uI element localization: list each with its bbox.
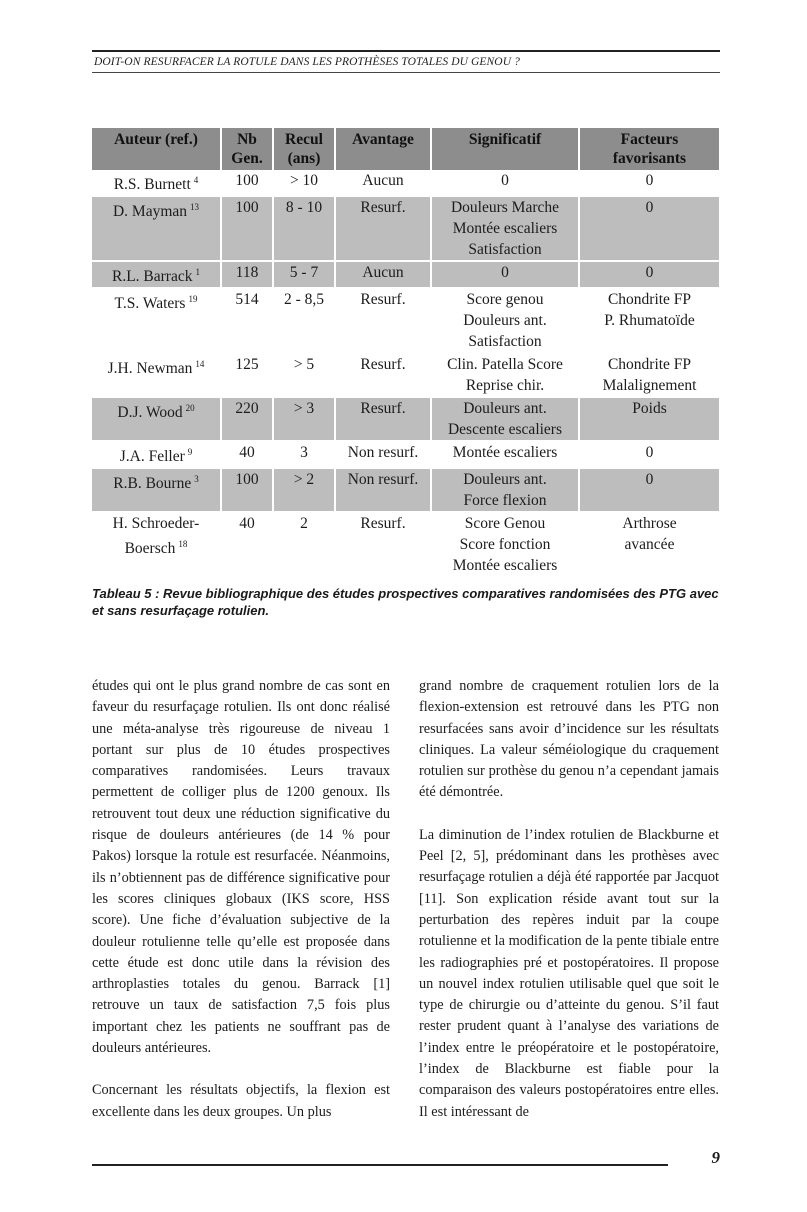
header-rule-bottom — [92, 72, 720, 73]
reference-number: 4 — [193, 175, 199, 185]
page-footer — [92, 1148, 720, 1184]
table-row — [92, 441, 719, 468]
cell-recul: > 5 — [273, 353, 335, 397]
table-header-row — [92, 128, 719, 170]
cell-nb: 100 — [221, 170, 273, 196]
cell-avantage: Resurf. — [335, 397, 431, 441]
cell-avantage: Resurf. — [335, 196, 431, 261]
cell-author: T.S. Waters $^{19}$ — [92, 288, 221, 353]
cell-nb: 220 — [221, 397, 273, 441]
cell-nb: 100 — [221, 468, 273, 512]
cell-recul: 3 — [273, 441, 335, 468]
cell-facteurs: Poids — [579, 397, 719, 441]
cell-significatif: 0 — [431, 261, 579, 288]
cell-facteurs: Arthrose avancée — [579, 512, 719, 577]
cell-author: R.S. Burnett $^4$ — [92, 170, 221, 196]
cell-recul: 5 - 7 — [273, 261, 335, 288]
paragraph: Concernant les résultats objectifs, la flexion est excellente dans les deux groupes. Un plus — [92, 1082, 390, 1120]
cell-recul: > 10 — [273, 170, 335, 196]
cell-recul: 2 — [273, 512, 335, 577]
cell-significatif: Douleurs ant. Force flexion — [431, 468, 579, 512]
footer-rule — [92, 1164, 668, 1166]
cell-facteurs: Chondrite FP P. Rhumatoïde — [579, 288, 719, 353]
cell-avantage: Resurf. — [335, 353, 431, 397]
cell-significatif: Score genou Douleurs ant. Satisfaction — [431, 288, 579, 353]
cell-avantage: Non resurf. — [335, 468, 431, 512]
cell-nb: 100 — [221, 196, 273, 261]
cell-significatif: 0 — [431, 170, 579, 196]
reference-number: 18 — [178, 539, 188, 550]
cell-facteurs: 0 — [579, 441, 719, 468]
cell-nb: 118 — [221, 261, 273, 288]
cell-significatif: Montée escaliers — [431, 441, 579, 468]
running-header — [92, 50, 720, 73]
table-row — [92, 288, 719, 353]
column-header: Facteurs favorisants — [579, 128, 719, 170]
column-header: Avantage — [335, 128, 431, 170]
paragraph: La diminution de l’index rotulien de Blackburne et Peel [2, 5], prédominant dans les prothèses avec resurfaçage rotulien a déjà été rapportée par Jacquot [11]. Son explication réside avant tout sur la perturbation des repères induit par la coupe rotulienne et la modification de la pente tibiale entre les radiographies pré et postopératoires. Il propose un nouvel index rotulien utilisable quel que soit le type de chirurgie ou d’atteinte du genou. S’il faut rester prudent quant à l’analyse des variations de l’index entre le préopératoire et le postopératoire, l’index de Blackburne est fiable pour la comparaison des valeurs postopératoires entre elles. Il est intéressant de — [419, 826, 719, 1120]
table-row — [92, 512, 719, 577]
cell-nb: 40 — [221, 512, 273, 577]
column-header: Significatif — [431, 128, 579, 170]
cell-nb: 40 — [221, 441, 273, 468]
cell-avantage: Non resurf. — [335, 441, 431, 468]
cell-significatif: Douleurs ant. Descente escaliers — [431, 397, 579, 441]
cell-avantage: Resurf. — [335, 512, 431, 577]
table-row — [92, 196, 719, 261]
cell-facteurs: 0 — [579, 261, 719, 288]
table-row — [92, 261, 719, 288]
text-column-left — [92, 676, 390, 1144]
bibliography-table — [92, 128, 719, 578]
table-row — [92, 397, 719, 441]
cell-nb: 125 — [221, 353, 273, 397]
cell-avantage: Aucun — [335, 261, 431, 288]
paragraph: études qui ont le plus grand nombre de cas sont en faveur du resurfaçage rotulien. Ils ont donc réalisé une méta-analyse très rigoureuse de niveau 1 portant sur plus de 10 études prospectives comparatives randomisées. Leurs travaux permettent de colliger plus de 1200 genoux. Ils retrouvent tout deux une réduction significative du risque de douleurs antérieures (de 14 % pour Pakos) lorsque la rotule est resurfacée. Néanmoins, ils n’obtiennent pas de différence significative pour les scores cliniques globaux (IKS score, HSS score). Une fiche d’évaluation subjective de la douleur rotulienne telle qu’elle est proposée dans cette étude est donc utile dans la révision des arthroplasties totales du genou. Barrack [1] retrouve un taux de satisfaction 7,5 fois plus important chez les patients ne souffrant pas de douleurs antérieures. — [92, 678, 390, 1057]
cell-recul: 8 - 10 — [273, 196, 335, 261]
cell-significatif: Clin. Patella Score Reprise chir. — [431, 353, 579, 397]
paragraph: grand nombre de craquement rotulien lors de la flexion-extension est retrouvé dans les PTG non resurfacées sans avoir d’incidence sur les résultats cliniques. La valeur séméiologique du craquement rotulien sur prothèse du genou n’a cependant jamais été démontrée. — [419, 678, 719, 801]
cell-significatif: Score Genou Score fonction Montée escaliers — [431, 512, 579, 577]
cell-author: R.L. Barrack $^1$ — [92, 261, 221, 288]
reference-number: 19 — [188, 294, 198, 305]
cell-author: R.B. Bourne $^3$ — [92, 468, 221, 512]
reference-number: 14 — [195, 359, 205, 370]
cell-recul: > 3 — [273, 397, 335, 441]
cell-avantage: Resurf. — [335, 288, 431, 353]
table-caption: Tableau 5 : Revue bibliographique des études prospectives comparatives randomisées des PTG avec et sans resurfaçage rotulien. — [92, 586, 719, 618]
cell-author: J.H. Newman $^{14}$ — [92, 353, 221, 397]
cell-recul: > 2 — [273, 468, 335, 512]
page-number: 9 — [711, 1148, 720, 1167]
cell-facteurs: Chondrite FP Malalignement — [579, 353, 719, 397]
cell-author: D.J. Wood $^{20}$ — [92, 397, 221, 441]
cell-author: J.A. Feller $^9$ — [92, 441, 221, 468]
table-row — [92, 170, 719, 196]
reference-number: 20 — [185, 403, 195, 414]
cell-facteurs: 0 — [579, 468, 719, 512]
reference-number: 13 — [190, 202, 200, 213]
reference-number: 3 — [194, 474, 199, 485]
column-header: Nb Gen. — [221, 128, 273, 170]
column-header: Auteur (ref.) — [92, 128, 221, 170]
cell-nb: 514 — [221, 288, 273, 353]
cell-author: D. Mayman $^{13}$ — [92, 196, 221, 261]
cell-avantage: Aucun — [335, 170, 431, 196]
table-row — [92, 353, 719, 397]
text-column-right — [419, 676, 719, 1144]
table-row — [92, 468, 719, 512]
cell-facteurs: 0 — [579, 196, 719, 261]
cell-significatif: Douleurs Marche Montée escaliers Satisfaction — [431, 196, 579, 261]
reference-number: 1 — [195, 267, 200, 278]
table-body — [92, 170, 719, 577]
running-title: DOIT-ON RESURFACER LA ROTULE DANS LES PROTHÈSES TOTALES DU GENOU ? — [94, 56, 520, 68]
reference-number: 9 — [187, 447, 193, 458]
cell-author: H. Schroeder- Boersch $^{18}$ — [92, 512, 221, 577]
column-header: Recul (ans) — [273, 128, 335, 170]
cell-facteurs: 0 — [579, 170, 719, 196]
cell-recul: 2 - 8,5 — [273, 288, 335, 353]
